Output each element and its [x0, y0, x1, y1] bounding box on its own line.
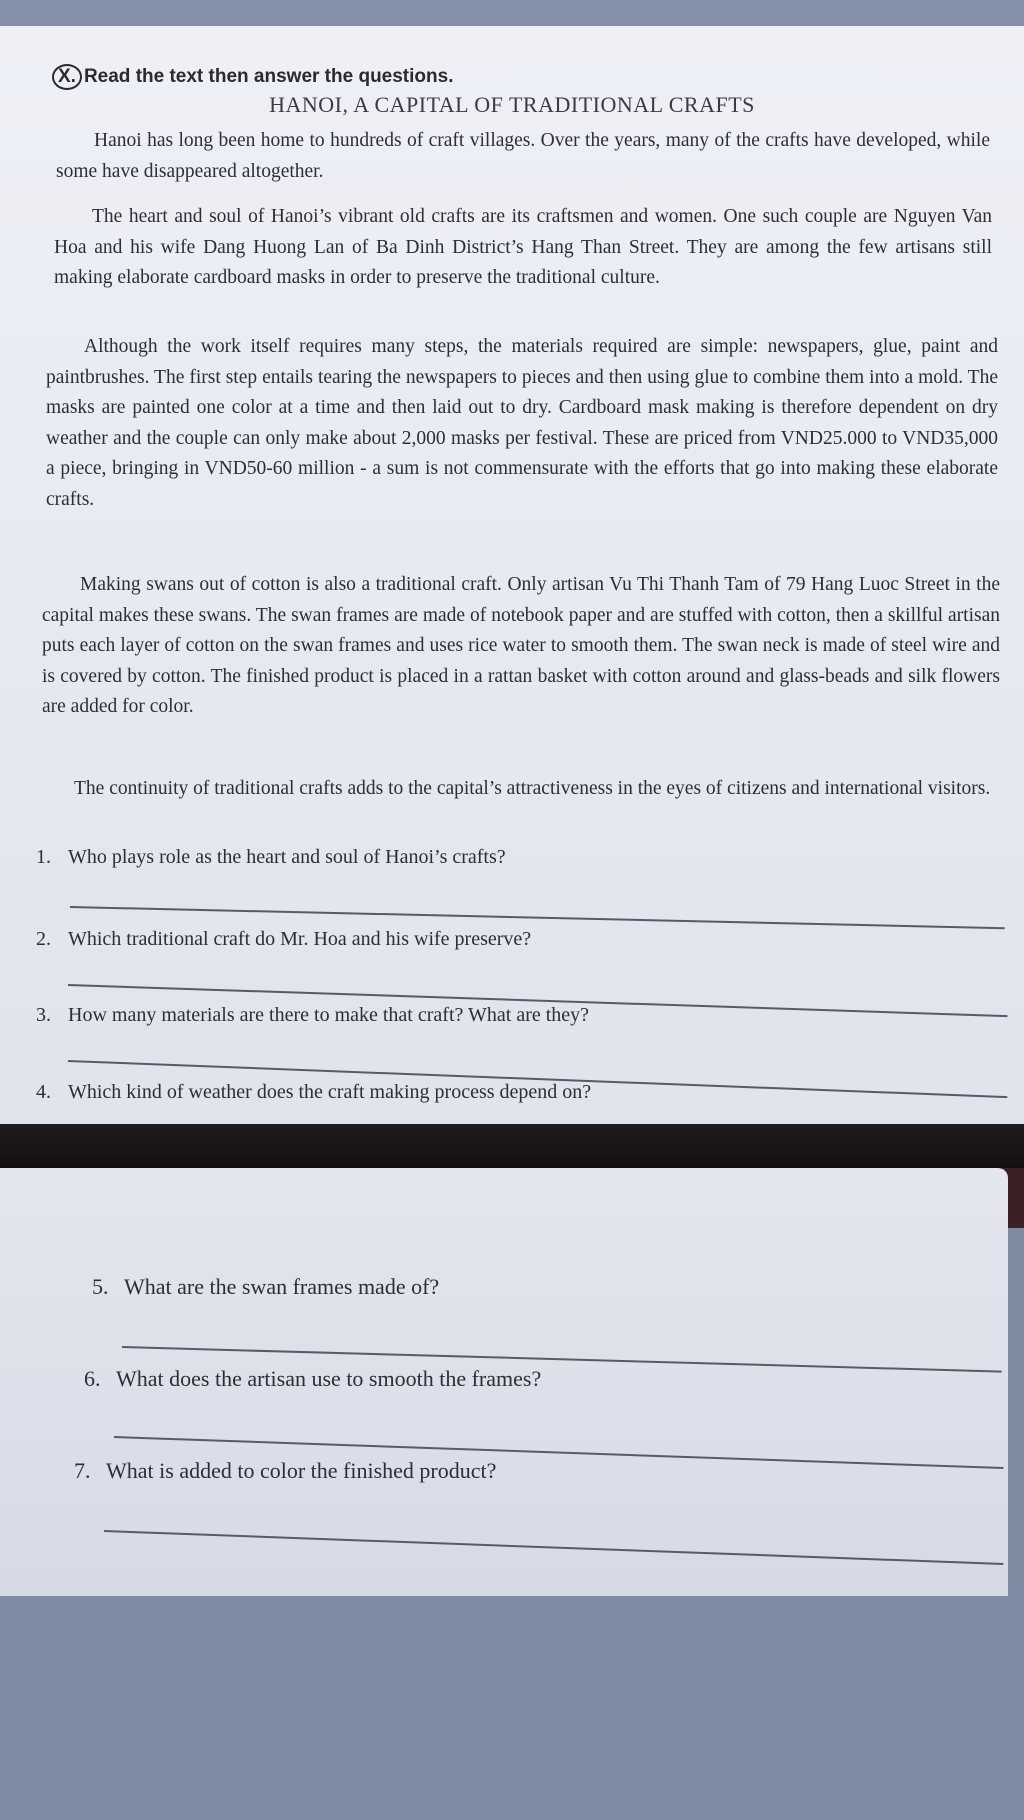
question-number: 4.	[36, 1081, 51, 1103]
question-text: Which traditional craft do Mr. Hoa and his wife preserve?	[68, 928, 532, 950]
question-number: 5.	[92, 1274, 109, 1299]
question-text: How many materials are there to make that craft? What are they?	[68, 1004, 590, 1026]
paragraph-3: Although the work itself requires many steps, the materials required are simple: newspapers, glue, paint and paintbrushes. The first step entails tearing the newspapers to pieces and then using glue to combine them into a mold. The masks are painted one color at a time and then laid out to dry. Cardboard mask making is therefore dependent on dry weather and the couple can only make about 2,000 masks per festival. These are priced from VND25.000 to VND35,000 a piece, bringing in VND50-60 million - a sum is not commensurate with the efforts that go into making these elaborate crafts.	[46, 336, 998, 510]
paragraph-1: Hanoi has long been home to hundreds of craft villages. Over the years, many of the crafts have developed, while some have disappeared altogether.	[56, 130, 990, 182]
question-4	[36, 1081, 591, 1104]
question-7	[74, 1458, 496, 1484]
exercise-label: X.	[52, 64, 82, 90]
question-number: 3.	[36, 1004, 51, 1026]
top-background-strip	[0, 0, 1024, 26]
answer-line-7[interactable]	[104, 1530, 1003, 1564]
paragraph-2: The heart and soul of Hanoi’s vibrant old crafts are its craftsmen and women. One such couple are Nguyen Van Hoa and his wife Dang Huong Lan of Ba Dinh District’s Hang Than Street. They are among the few artisans still making elaborate cardboard masks in order to preserve the traditional culture.	[54, 206, 992, 288]
worksheet-page-continued	[0, 1168, 1008, 1596]
question-2	[36, 928, 531, 951]
question-5	[92, 1274, 439, 1300]
question-number: 6.	[84, 1366, 101, 1391]
question-6	[84, 1366, 541, 1392]
question-text: Who plays role as the heart and soul of Hanoi’s crafts?	[68, 846, 506, 868]
question-3	[36, 1004, 589, 1027]
question-1	[36, 846, 506, 869]
question-number: 2.	[36, 928, 51, 950]
instruction	[52, 64, 453, 90]
question-text: What does the artisan use to smooth the frames?	[116, 1366, 542, 1391]
question-number: 7.	[74, 1458, 91, 1483]
paragraph-4: Making swans out of cotton is also a traditional craft. Only artisan Vu Thi Thanh Tam of 79 Hang Luoc Street in the capital makes these swans. The swan frames are made of notebook paper and are stuffed with cotton, then a skillful artisan puts each layer of cotton on the swan frames and uses rice water to smooth them. The swan neck is made of steel wire and is covered by cotton. The finished product is placed in a rattan basket with cotton around and glass-beads and silk flowers are added for color.	[42, 574, 1000, 717]
worksheet-page	[0, 26, 1024, 1136]
question-text: What is added to color the finished product?	[106, 1458, 497, 1483]
answer-line-1[interactable]	[70, 906, 1005, 929]
page-fold-shadow	[0, 1124, 1024, 1168]
question-text: Which kind of weather does the craft making process depend on?	[68, 1081, 592, 1103]
question-number: 1.	[36, 846, 51, 868]
instruction-text: Read the text then answer the questions.	[83, 66, 454, 87]
passage-title: HANOI, A CAPITAL OF TRADITIONAL CRAFTS	[269, 92, 755, 117]
question-text: What are the swan frames made of?	[124, 1274, 440, 1299]
paragraph-5: The continuity of traditional crafts adds to the capital’s attractiveness in the eyes of citizens and international visitors.	[74, 778, 991, 799]
